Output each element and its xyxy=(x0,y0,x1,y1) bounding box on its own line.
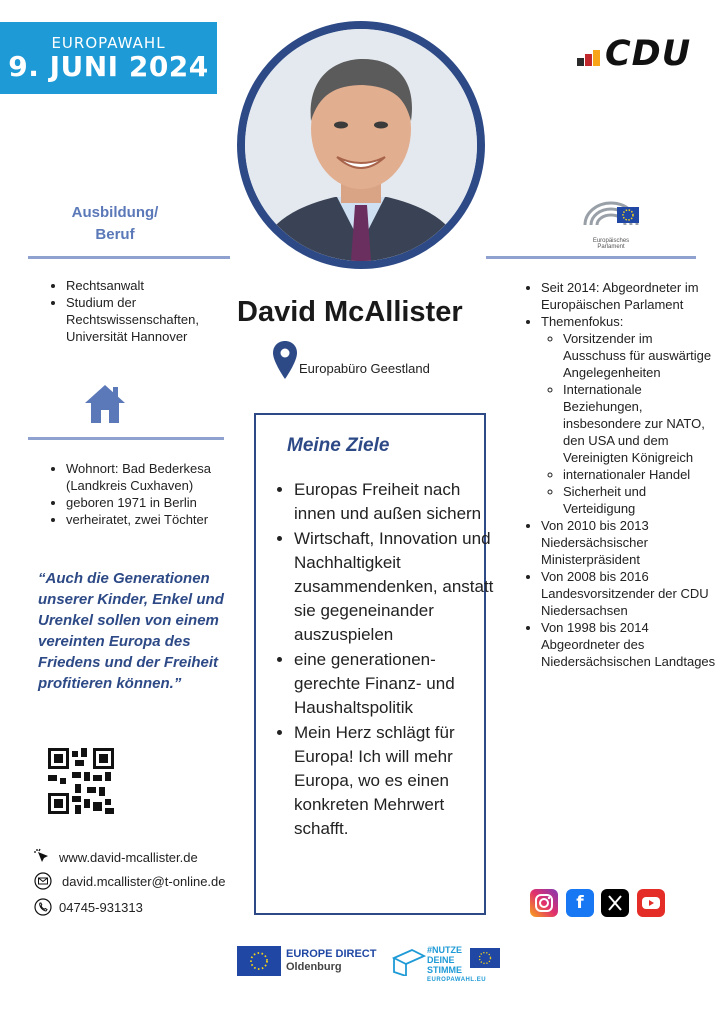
list-item: ◦ Vorsitzender im Ausschuss für auswärtige Angelegenheiten xyxy=(563,330,716,381)
qr-code-icon[interactable] xyxy=(48,748,114,819)
email-link[interactable]: david.mcallister@t-online.de xyxy=(62,874,226,889)
list-item: • verheiratet, zwei Töchter xyxy=(66,511,256,528)
quote-text: “Auch die Generationen unserer Kinder, Enkel und Urenkel sollen von einem vereinten Europa des Friedens und der Freiheit profitieren können.” xyxy=(38,570,224,692)
candidate-name: David McAllister xyxy=(237,296,463,328)
divider-personal xyxy=(28,437,224,440)
list-item: ◦ Sicherheit und Verteidigung xyxy=(563,483,716,517)
education-heading-line-1: Ausbildung/ xyxy=(71,204,159,221)
list-item: • Europas Freiheit nach innen und außen sichern xyxy=(294,478,500,526)
list-item: • geboren 1971 in Berlin xyxy=(66,494,256,511)
office-label: Europabüro Geestland xyxy=(299,361,430,376)
education-heading-line-2: Beruf xyxy=(95,226,135,243)
nds-line-2: DEINE xyxy=(427,955,455,965)
career-list xyxy=(523,279,716,670)
ballot-box-icon xyxy=(392,946,426,981)
phone-number[interactable]: 04745-931313 xyxy=(59,900,143,915)
list-item: ◦ internationaler Handel xyxy=(563,466,716,483)
nds-line-3: STIMME xyxy=(427,965,462,975)
list-item: • Von 2008 bis 2016 Landesvorsitzender der CDU Niedersachsen xyxy=(541,568,716,619)
phone-icon xyxy=(34,898,52,921)
focus-list xyxy=(541,330,716,517)
location-pin-icon xyxy=(273,341,297,384)
list-item: ◦ Internationale Beziehungen, insbesondere zur NATO, den USA und dem Vereinigten Königreich xyxy=(563,381,716,466)
divider-career xyxy=(486,256,696,259)
personal-list xyxy=(48,460,256,528)
election-date-badge xyxy=(0,22,217,94)
nds-line-1: #NUTZE xyxy=(427,945,463,955)
list-item: • Wirtschaft, Innovation und Nachhaltigkeit zusammendenken, anstatt sie gegeneinander auszuspielen xyxy=(294,527,500,647)
europe-direct-logo xyxy=(286,948,376,974)
europe-direct-line-2: Oldenburg xyxy=(286,961,342,973)
ep-caption: Europäisches Parlament xyxy=(592,238,630,250)
cursor-icon xyxy=(34,848,52,871)
facebook-icon[interactable]: f xyxy=(566,889,594,917)
list-item: • Von 1998 bis 2014 Abgeordneter des Niedersächsischen Landtages xyxy=(541,619,716,670)
house-icon xyxy=(83,383,127,430)
divider-education xyxy=(28,256,230,259)
goals-list xyxy=(276,478,500,842)
focus-heading: Themenfokus: xyxy=(541,314,624,329)
eu-flag-icon xyxy=(237,946,281,981)
list-item: • Von 2010 bis 2013 Niedersächsischer Ministerpräsident xyxy=(541,517,716,568)
nds-line-4: EUROPAWAHL.EU xyxy=(427,977,487,983)
x-icon[interactable] xyxy=(601,889,629,917)
goals-box xyxy=(254,413,494,915)
cdu-logo xyxy=(575,34,700,74)
list-item: • Seit 2014: Abgeordneter im Europäischen Parlament xyxy=(541,279,716,313)
education-heading xyxy=(40,202,190,246)
list-item: • Studium der Rechtswissenschaften, Universität Hannover xyxy=(66,294,248,345)
goals-title: Meine Ziele xyxy=(287,435,390,456)
badge-line-1: EUROPAWAHL xyxy=(51,34,166,52)
youtube-icon[interactable] xyxy=(637,889,665,917)
european-parliament-logo xyxy=(580,195,642,250)
list-item: • eine generationen- gerechte Finanz- und Haushaltspolitik xyxy=(294,648,500,720)
instagram-icon[interactable] xyxy=(530,889,558,917)
list-item: • Wohnort: Bad Bederkesa (Landkreis Cuxhaven) xyxy=(66,460,256,494)
europe-direct-line-1: EUROPE DIRECT xyxy=(286,948,377,960)
list-item xyxy=(541,313,716,517)
list-item: • Mein Herz schlägt für Europa! Ich will mehr Europa, wo es einen konkreten Mehrwert schafft. xyxy=(294,721,500,841)
education-list xyxy=(48,277,248,345)
portrait-photo xyxy=(237,21,485,269)
mail-icon xyxy=(34,872,52,895)
website-link[interactable]: www.david-mcallister.de xyxy=(59,850,198,865)
eu-flag-small-icon xyxy=(470,948,500,973)
parliament-emblem-icon xyxy=(581,195,641,231)
cdu-logo-text: CDU xyxy=(605,34,692,74)
badge-line-2: 9. JUNI 2024 xyxy=(8,50,209,83)
list-item: • Rechtsanwalt xyxy=(66,277,248,294)
